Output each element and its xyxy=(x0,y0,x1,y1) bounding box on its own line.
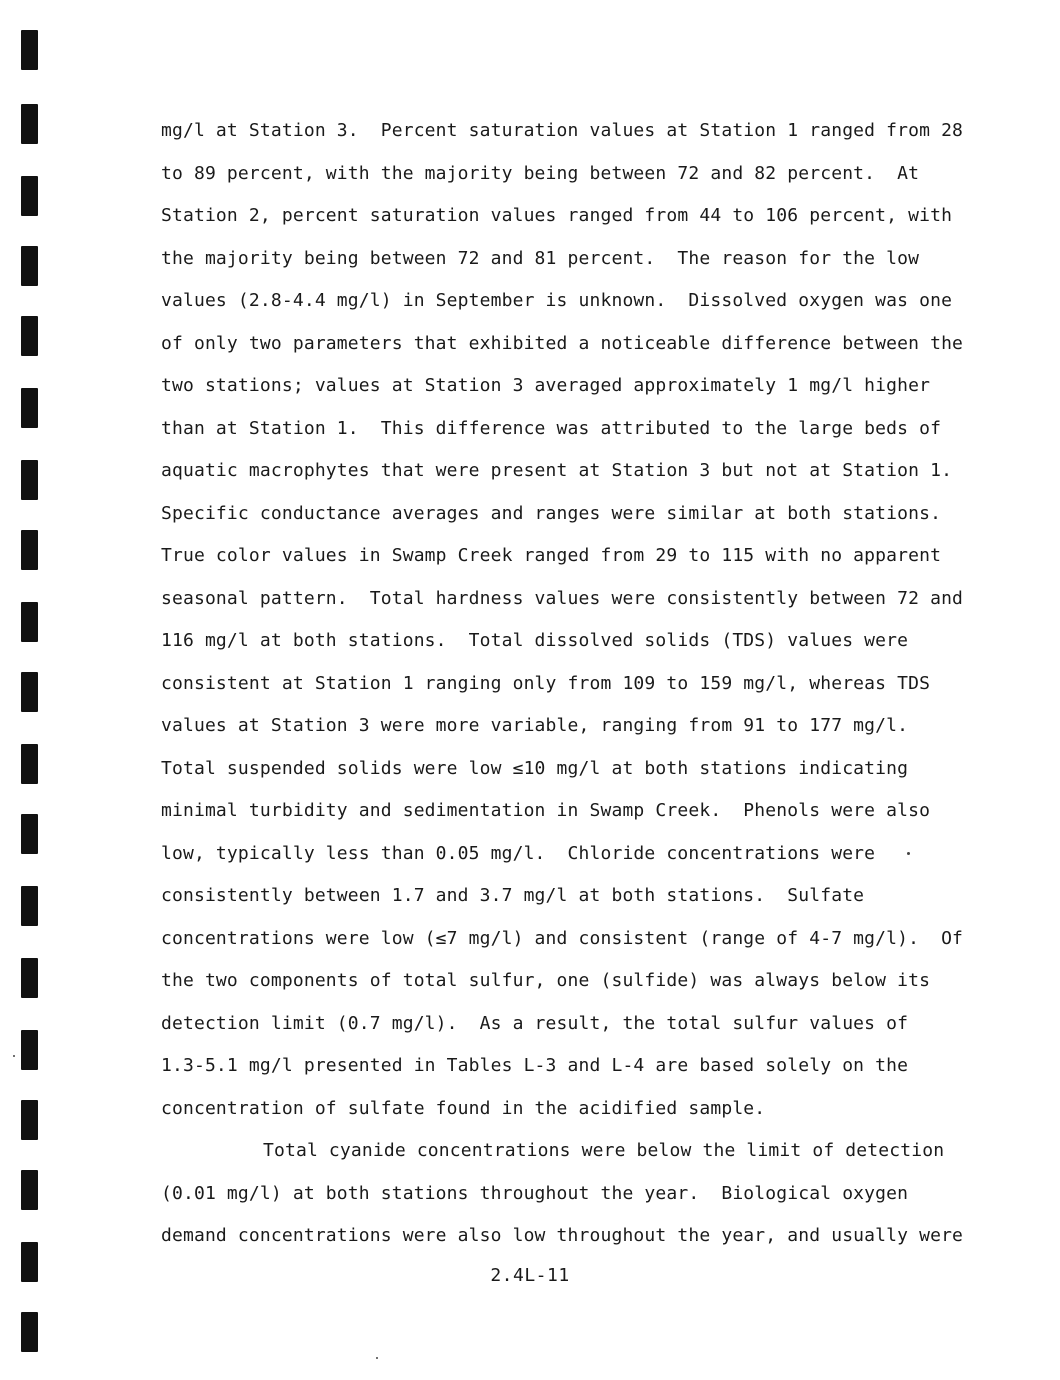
binding-mark xyxy=(21,602,38,642)
text-line: Station 2, percent saturation values ranged from 44 to 106 percent, with xyxy=(161,205,953,226)
binding-mark xyxy=(21,1100,38,1140)
text-line: than at Station 1. This difference was attributed to the large beds of xyxy=(161,417,942,439)
text-line: aquatic macrophytes that were present at Station 3 but not at Station 1. xyxy=(161,460,953,481)
binding-mark xyxy=(21,104,38,144)
text-line: (0.01 mg/l) at both stations throughout the year. Biological oxygen xyxy=(161,1182,909,1204)
binding-mark xyxy=(21,30,38,70)
binding-mark xyxy=(21,886,38,926)
text-line: seasonal pattern. Total hardness values were consistently between 72 and xyxy=(161,587,964,609)
paragraph-first-line: Total cyanide concentrations were below the limit of detection xyxy=(263,1140,945,1161)
binding-mark xyxy=(21,1170,38,1210)
binding-mark xyxy=(21,744,38,784)
text-line: two stations; values at Station 3 averaged approximately 1 mg/l higher xyxy=(161,375,931,396)
binding-mark xyxy=(21,176,38,216)
text-line: to 89 percent, with the majority being between 72 and 82 percent. At xyxy=(161,162,920,184)
binding-mark xyxy=(21,958,38,998)
binding-mark xyxy=(21,1030,38,1070)
text-line: of only two parameters that exhibited a noticeable difference between the xyxy=(161,332,964,354)
text-line: the two components of total sulfur, one (sulfide) was always below its xyxy=(161,970,931,991)
text-line: consistent at Station 1 ranging only from 109 to 159 mg/l, whereas TDS xyxy=(161,672,931,694)
text-line: 1.3-5.1 mg/l presented in Tables L-3 and L-4 are based solely on the xyxy=(161,1055,909,1076)
text-line: consistently between 1.7 and 3.7 mg/l at both stations. Sulfate xyxy=(161,885,865,906)
page-number: 2.4L-11 xyxy=(490,1265,570,1286)
text-line: Specific conductance averages and ranges were similar at both stations. xyxy=(161,502,942,524)
binding-mark xyxy=(21,672,38,712)
binding-mark xyxy=(21,316,38,356)
scan-speck xyxy=(907,852,910,855)
text-line: demand concentrations were also low throughout the year, and usually were xyxy=(161,1225,964,1246)
scan-speck xyxy=(376,1357,378,1359)
scan-speck xyxy=(13,1055,15,1057)
text-line: 116 mg/l at both stations. Total dissolved solids (TDS) values were xyxy=(161,630,909,651)
binding-mark xyxy=(21,246,38,286)
text-line: low, typically less than 0.05 mg/l. Chloride concentrations were xyxy=(161,842,876,864)
text-line: concentrations were low (≤7 mg/l) and consistent (range of 4-7 mg/l). Of xyxy=(161,927,964,949)
binding-mark xyxy=(21,530,38,570)
text-line: values (2.8-4.4 mg/l) in September is unknown. Dissolved oxygen was one xyxy=(161,290,953,311)
text-line: detection limit (0.7 mg/l). As a result, the total sulfur values of xyxy=(161,1012,909,1034)
binding-mark xyxy=(21,460,38,500)
text-line: minimal turbidity and sedimentation in Swamp Creek. Phenols were also xyxy=(161,800,931,821)
binding-holes-strip xyxy=(0,0,60,1380)
text-line: concentration of sulfate found in the acidified sample. xyxy=(161,1097,766,1119)
binding-mark xyxy=(21,814,38,854)
text-line: values at Station 3 were more variable, ranging from 91 to 177 mg/l. xyxy=(161,715,909,736)
text-line: mg/l at Station 3. Percent saturation values at Station 1 ranged from 28 xyxy=(161,120,964,141)
binding-mark xyxy=(21,1312,38,1352)
body-text xyxy=(161,110,964,1258)
text-line: True color values in Swamp Creek ranged from 29 to 115 with no apparent xyxy=(161,545,942,566)
text-line: the majority being between 72 and 81 percent. The reason for the low xyxy=(161,247,920,269)
text-line: Total suspended solids were low ≤10 mg/l at both stations indicating xyxy=(161,757,909,779)
binding-mark xyxy=(21,388,38,428)
